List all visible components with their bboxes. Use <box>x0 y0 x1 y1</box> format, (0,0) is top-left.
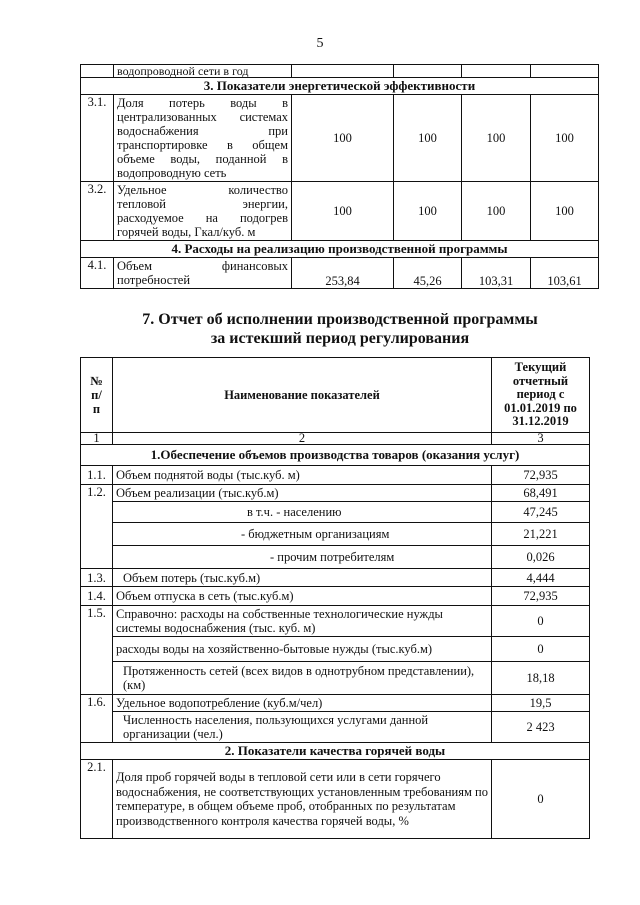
table-row <box>81 182 599 241</box>
table-row: 1.5. Справочно: расходы на собственные технологические нужды системы водоснабжения (тыс. куб. м) 0 <box>81 606 590 637</box>
value-cell: 100 <box>394 182 462 241</box>
section-row <box>81 241 599 258</box>
table-row <box>81 65 599 78</box>
header-index-row: 1 2 3 <box>81 433 590 445</box>
header-name: Наименование показателей <box>113 358 492 433</box>
section-title: 4. Расходы на реализацию производственной программы <box>81 241 599 258</box>
table-row: Протяженность сетей (всех видов в однотрубном представлении), (км) 18,18 <box>81 662 590 695</box>
table-row <box>81 95 599 182</box>
table-row: 1.4. Объем отпуска в сеть (тыс.куб.м) 72,935 <box>81 587 590 606</box>
value-cell: 103,61 <box>531 258 599 289</box>
table-row: 2.1. Доля проб горячей воды в тепловой сети или в сети горячего водоснабжения, не соответствующих установленным требованиям по температуре, в общем объеме проб, отобранных по результатам производственного контроля качества горячей воды, % 0 <box>81 760 590 839</box>
table-row <box>81 258 599 289</box>
report-table <box>80 357 590 839</box>
value-cell: 103,31 <box>462 258 531 289</box>
table-row: - бюджетным организациям 21,221 <box>81 523 590 546</box>
report-title: 7. Отчет об исполнении производственной программы за истекший период регулирования <box>142 311 538 347</box>
section-title: 1.Обеспечение объемов производства товаров (оказания услуг) <box>81 445 590 466</box>
value-cell: 100 <box>394 95 462 182</box>
table-row: 1.2. Объем реализации (тыс.куб.м) 68,491 <box>81 485 590 502</box>
table-row: 1.3. Объем потерь (тыс.куб.м) 4,444 <box>81 569 590 587</box>
header-row <box>81 358 590 433</box>
indicators-table <box>80 64 599 289</box>
value-cell: 45,26 <box>394 258 462 289</box>
table-row: в т.ч. - населению 47,245 <box>81 502 590 523</box>
row-number: 3.2. <box>81 182 114 241</box>
header-period: Текущий отчетный период с 01.01.2019 по 31.12.2019 <box>492 358 590 433</box>
value-cell: 253,84 <box>292 258 394 289</box>
value-cell: 100 <box>292 95 394 182</box>
value-cell: 100 <box>462 182 531 241</box>
table-row: расходы воды на хозяйственно-бытовые нужды (тыс.куб.м) 0 <box>81 637 590 662</box>
section-row <box>81 743 590 760</box>
section-row <box>81 78 599 95</box>
row-name: Удельное количество тепловой энергии, расходуемое на подогрев горячей воды, Гкал/куб. м <box>114 182 292 241</box>
table-row: 1.6. Удельное водопотребление (куб.м/чел) 19,5 <box>81 695 590 712</box>
section-title: 2. Показатели качества горячей воды <box>81 743 590 760</box>
table-row: 1.1. Объем поднятой воды (тыс.куб. м) 72,935 <box>81 466 590 485</box>
row-text: водопроводной сети в год <box>114 65 292 78</box>
row-name: Доля потерь воды в централизованных системах водоснабжения при транспортировке в общем объеме воды, поданной в водопроводную сеть <box>114 95 292 182</box>
value-cell: 100 <box>531 95 599 182</box>
row-number: 4.1. <box>81 258 114 289</box>
section-title: 3. Показатели энергетической эффективности <box>81 78 599 95</box>
page-number: 5 <box>316 36 324 51</box>
row-number: 3.1. <box>81 95 114 182</box>
table-row: - прочим потребителям 0,026 <box>81 546 590 569</box>
header-num: № п/п <box>81 358 113 433</box>
row-name: Объем финансовых потребностей <box>114 258 292 289</box>
value-cell: 100 <box>462 95 531 182</box>
value-cell: 100 <box>292 182 394 241</box>
table-row: Численность населения, пользующихся услугами данной организации (чел.) 2 423 <box>81 712 590 743</box>
section-row <box>81 445 590 466</box>
value-cell: 100 <box>531 182 599 241</box>
